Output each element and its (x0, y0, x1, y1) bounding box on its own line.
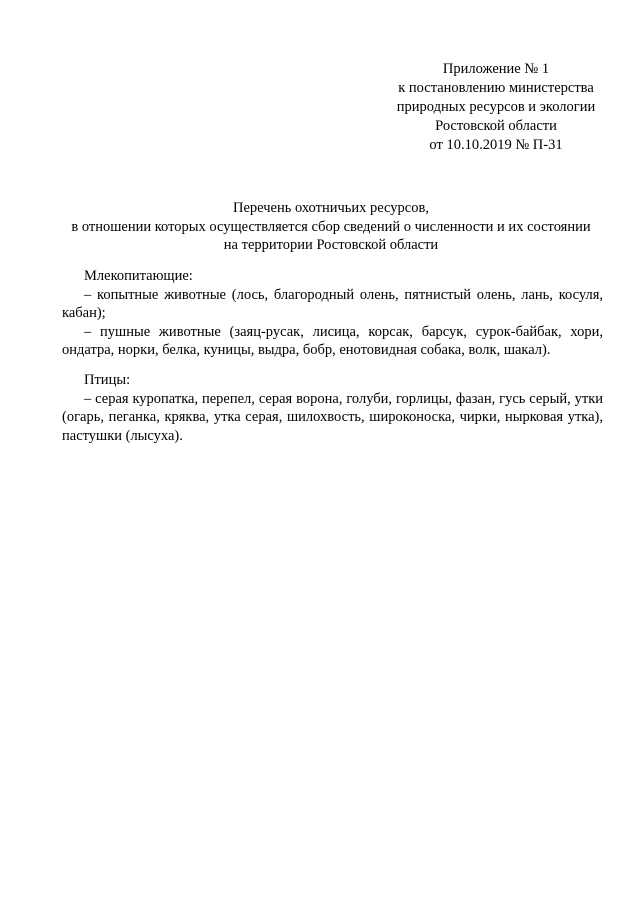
mammals-heading: Млекопитающие: (84, 268, 193, 284)
appendix-decree-line: к постановлению министерства (398, 80, 594, 96)
appendix-date-number: от 10.10.2019 № П-31 (429, 137, 563, 153)
mammals-item-furbearing: – пушные животные (заяц-русак, лисица, корсак, барсук, сурок-байбак, хори, ондатра, норки, белка, куницы, выдра, бобр, енотовидная собака, волк, шакал). (62, 323, 603, 358)
birds-item-list: – серая куропатка, перепел, серая ворона, голуби, горлицы, фазан, гусь серый, утки (огарь, пеганка, кряква, утка серая, шилохвость, широконоска, чирки, нырковая утка), пастушки (лысуха). (62, 390, 603, 444)
appendix-ministry-line: природных ресурсов и экологии (396, 99, 596, 115)
appendix-number: Приложение № 1 (442, 61, 550, 77)
mammals-section (62, 267, 603, 360)
title-line-2: в отношении которых осуществляется сбор сведений о численности и их состоянии (71, 218, 591, 235)
appendix-region-line: Ростовской области (435, 118, 557, 134)
title-line-1: Перечень охотничьих ресурсов, (233, 200, 429, 216)
birds-heading: Птицы: (84, 372, 131, 388)
birds-section (62, 371, 603, 445)
document-title (58, 199, 604, 255)
mammals-item-ungulates: – копытные животные (лось, благородный олень, пятнистый олень, лань, косуля, кабан); (62, 286, 603, 321)
title-line-3: на территории Ростовской области (223, 237, 439, 253)
appendix-header (380, 60, 612, 155)
